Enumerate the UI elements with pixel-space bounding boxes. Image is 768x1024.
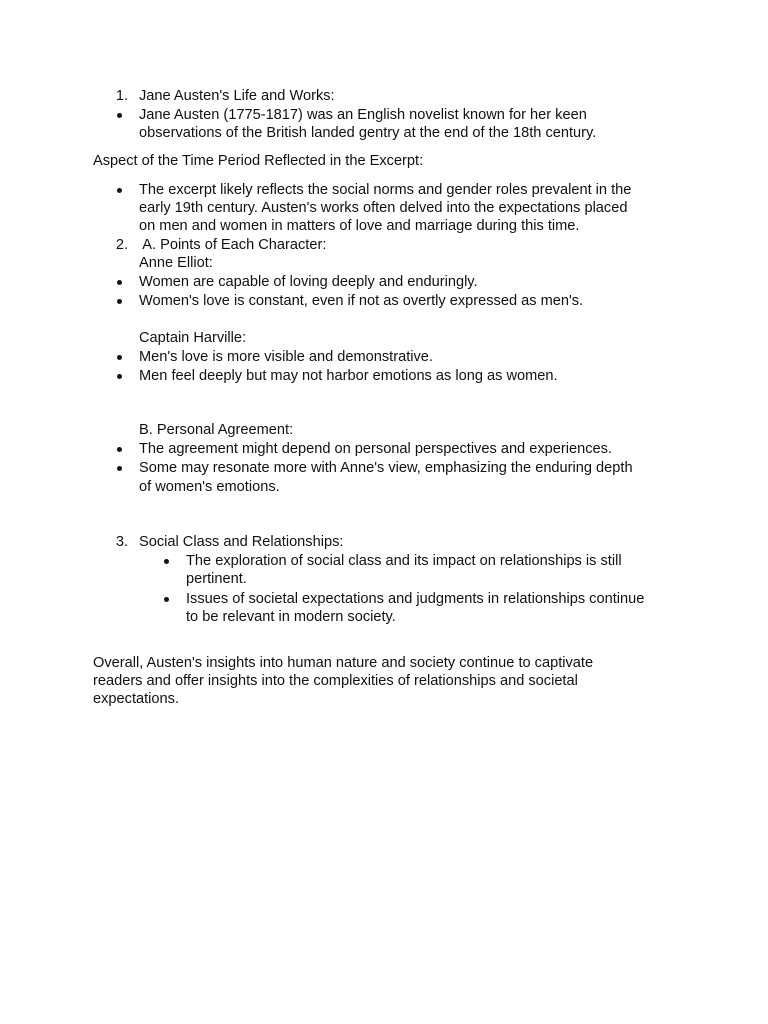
bullet-text: Women's love is constant, even if not as overtly expressed as men's. <box>139 293 584 309</box>
bullet-text-continued: of women's emotions. <box>139 479 280 495</box>
bullet-icon <box>117 113 122 118</box>
bullet-icon <box>117 299 122 304</box>
bullet-text: Issues of societal expectations and judgments in relationships continue <box>186 591 645 607</box>
bullet-icon <box>117 447 122 452</box>
bullet-text-continued: on men and women in matters of love and marriage during this time. <box>139 218 580 234</box>
character-name-anne: Anne Elliot: <box>139 255 213 271</box>
list-number-2: 2. <box>115 237 128 253</box>
bullet-text: Men feel deeply but may not harbor emotions as long as women. <box>139 368 558 384</box>
bullet-text: The agreement might depend on personal perspectives and experiences. <box>139 441 612 457</box>
bullet-text: Some may resonate more with Anne's view, emphasizing the enduring depth <box>139 460 633 476</box>
bullet-text: Women are capable of loving deeply and enduringly. <box>139 274 478 290</box>
section-heading-points-of-character: A. Points of Each Character: <box>139 237 327 253</box>
bullet-text-continued: early 19th century. Austen's works often delved into the expectations placed <box>139 200 628 216</box>
conclusion-paragraph: Overall, Austen's insights into human nature and society continue to captivate <box>93 655 594 671</box>
list-number-1: 1. <box>115 88 128 104</box>
bullet-text-continued: pertinent. <box>186 571 247 587</box>
aspect-heading: Aspect of the Time Period Reflected in the Excerpt: <box>93 153 424 169</box>
section-heading-social-class: Social Class and Relationships: <box>139 534 344 550</box>
bullet-icon <box>117 188 122 193</box>
conclusion-paragraph-continued: readers and offer insights into the complexities of relationships and societal <box>93 673 578 689</box>
bullet-text-continued: observations of the British landed gentry at the end of the 18th century. <box>139 125 597 141</box>
bullet-icon <box>164 597 169 602</box>
bullet-icon <box>117 355 122 360</box>
personal-agreement-heading: B. Personal Agreement: <box>139 422 294 438</box>
bullet-text: The excerpt likely reflects the social norms and gender roles prevalent in the <box>139 182 632 198</box>
list-number-3: 3. <box>115 534 128 550</box>
bullet-icon <box>117 280 122 285</box>
bullet-text: Jane Austen (1775-1817) was an English novelist known for her keen <box>139 107 587 123</box>
conclusion-paragraph-continued: expectations. <box>93 691 179 707</box>
character-name-harville: Captain Harville: <box>139 330 247 346</box>
bullet-text: Men's love is more visible and demonstrative. <box>139 349 433 365</box>
bullet-icon <box>164 559 169 564</box>
bullet-icon <box>117 374 122 379</box>
bullet-text: The exploration of social class and its impact on relationships is still <box>186 553 622 569</box>
bullet-icon <box>117 466 122 471</box>
section-heading-life-and-works: Jane Austen's Life and Works: <box>139 88 335 104</box>
bullet-text-continued: to be relevant in modern society. <box>186 609 396 625</box>
